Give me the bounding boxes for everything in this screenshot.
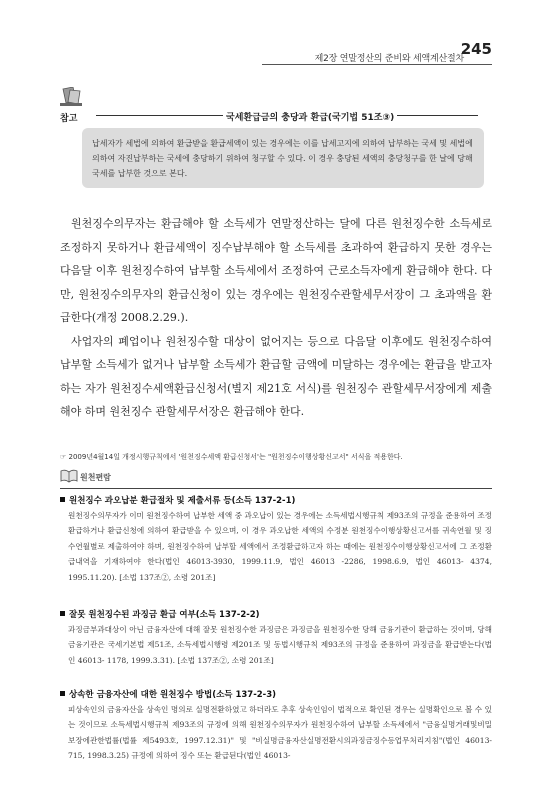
square-bullet-icon	[60, 691, 65, 696]
reference-item	[60, 608, 492, 668]
reference-title: 잘못 원천징수된 과징금 환급 여부(소득 137-2-2)	[69, 610, 260, 620]
square-bullet-icon	[60, 611, 65, 616]
page-number: 245	[460, 40, 492, 58]
paragraph-1: 원천징수의무자는 환급해야 할 소득세가 연말정산하는 달에 다른 원천징수한 소득세로 조정하지 못하거나 환급세액이 징수납부해야 할 소득세를 초과하여 환급하지 못한 경우는 다음달 이후 원천징수하여 납부할 소득세에서 조정하여 근로소득자에게 환급해야 한다. 다만, 원천징수의무자의 환급신청이 있는 경우에는 원천징수관할세무서장이 그 초과액을 환급한다(개정 2008.2.29.).	[60, 217, 492, 324]
open-book-icon	[60, 468, 78, 484]
reference-header	[60, 466, 492, 489]
reference-item	[60, 494, 492, 585]
note-body: 납세자가 세법에 의하여 환급받을 환급세액이 있는 경우에는 이를 납세고지에 의하여 납부하는 국세 및 세법에 의하여 자진납부하는 국세에 충당하기 위하여 청구할 수 있다. 이 경우 충당된 세액의 충당청구를 한 날에 당해 국세를 납부한 것으로 본다.	[82, 128, 484, 188]
note-label: 참고	[60, 114, 78, 124]
header-rule	[262, 64, 492, 65]
reference-body: 과징금부과대상이 아닌 금융자산에 대해 잘못 원천징수한 과징금은 과징금을 원천징수한 당해 금융기관이 환급하는 것이며, 당해 금융기관은 국세기본법 제51조, 소득세법시행령 제201조 및 동법시행규칙 제93조의 규정을 준용하여 과징금을 환급받는다(법인 46013- 1178, 1999.3.31). [소법 137조②, 소령 201조]	[68, 625, 492, 665]
chapter-title: 제2장 연말정산의 준비와 세액계산절차	[314, 54, 464, 64]
reference-body: 원천징수의무자가 이미 원천징수하여 납부한 세액 중 과오납이 있는 경우에는 소득세법시행규칙 제93조의 규정을 준용하여 조정환급하거나 환급신청에 의하여 환급받을 수 있으며, 이 경우 과오납한 세액의 수정분 원천징수이행상황신고서를 귀속연월 및 징수연월별로 제출하여야 하며, 원천징수하여 납부할 세액에서 조정환급하고자 하는 때에는 원천징수이행상황신고서에 그 조정환급내역을 기재하여야 한다(법인 46013-3930, 1999.11.9, 법인 46013 -2286, 1998.6.9, 법인 46013- 4374, 1995.11.20). [소법 137조②, 소령 201조]	[68, 511, 492, 582]
reference-item	[60, 688, 492, 764]
reference-label: 원천편람	[80, 473, 111, 482]
note-title: 국세환급금의 충당과 환급(국기법 51조③)	[223, 110, 397, 123]
footnote: ☞ 2009년4월14일 개정시행규칙에서 '원천징수세액 환급신청서'는 "원천징수이행상황신고서" 서식을 적용한다.	[60, 453, 403, 461]
bookmark-icon	[58, 87, 84, 111]
reference-title: 원천징수 과오납분 환급절차 및 제출서류 등(소득 137-2-1)	[69, 496, 296, 506]
main-body	[60, 212, 492, 424]
reference-body: 피상속인의 금융자산을 상속인 명의로 실명전환하였고 하더라도 추후 상속인임이 법적으로 확인된 경우는 실명확인으로 볼 수 있는 것이므로 소득세법시행규칙 제93조의 규정에 의해 원천징수의무자가 원천징수하여 납부할 소득세에서 "금융실명거래및비밀보장에관한법률(법률 제5493호, 1997.12.31)" 및 "비실명금융자산실명전환시의과징금징수등업무처리지침"(법인 46013- 715, 1998.3.25) 규정에 의하여 징수 또는 환급된다(법인 46013-	[68, 705, 492, 761]
square-bullet-icon	[60, 497, 65, 502]
note-header	[58, 97, 478, 123]
paragraph-2: 사업자의 폐업이나 원천징수할 대상이 없어지는 등으로 다음달 이후에도 원천징수하여 납부할 소득세가 없거나 납부할 소득세가 환급할 금액에 미달하는 경우에는 환급을 받고자 하는 자가 원천징수세액환급신청서(별지 제21호 서식)를 원천징수 관할세무서장에게 제출해야 하며 원천징수 관할세무서장은 환급해야 한다.	[60, 334, 492, 418]
page-header	[0, 40, 550, 70]
reference-title: 상속한 금융자산에 대한 원천징수 방법(소득 137-2-3)	[69, 690, 276, 700]
